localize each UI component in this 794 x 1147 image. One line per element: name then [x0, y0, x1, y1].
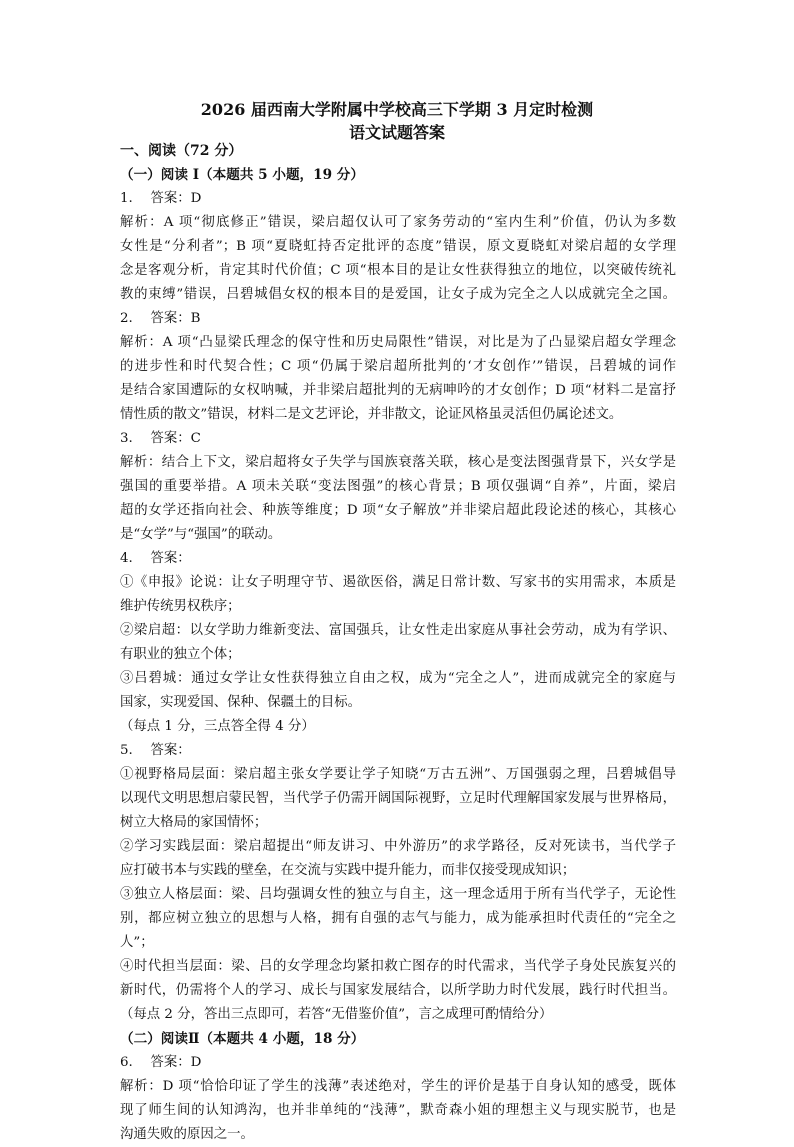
text-line: 新时代，仍需将个人的学习、成长与国家发展结合，以所学助力时代发展，践行时代担当。 — [120, 983, 676, 998]
text-line: 以现代文明思想启蒙民智，当代学子仍需开阔国际视野，立足时代理解国家发展与世界格局， — [120, 791, 676, 806]
page-title: 2026 届西南大学附属中学校高三下学期 3 月定时检测 — [200, 100, 594, 119]
section-heading: （一）阅读 I（本题共 5 小题，19 分） — [120, 167, 364, 183]
text-line: 应打破书本与实践的壁垒，在交流与实践中提升能力，而非仅接受现成知识； — [120, 863, 576, 878]
text-line: 解析：A 项“彻底修正”错误，梁启超仅认可了家务劳动的“室内生利”价值，仍认为多数 — [120, 215, 676, 230]
text-line: 1. 答案：D — [120, 191, 202, 206]
text-line: （每点 1 分，三点答全得 4 分） — [120, 719, 315, 734]
text-line: ①《申报》论说：让女子明理守节、遏欲医俗，满足日常计数、写家书的实用需求，本质是 — [120, 575, 676, 590]
text-line: 沟通失败的原因之一。 — [120, 1127, 254, 1142]
text-line: ③吕碧城：通过女学让女性获得独立自由之权，成为“完全之人”，进而成就完全的家庭与 — [120, 671, 676, 686]
text-line: 解析：结合上下文，梁启超将女子失学与国族衰落关联，核心是变法图强背景下，兴女学是 — [120, 455, 676, 470]
text-line: 别，都应树立独立的思想与人格，拥有自强的志气与能力，成为能承担时代责任的“完全之 — [120, 911, 676, 926]
text-line: 3. 答案：C — [120, 431, 201, 446]
text-line: 有职业的独立个体； — [120, 647, 241, 662]
text-line: 女性是“分利者”；B 项“夏晓虹持否定批评的态度”错误，原文夏晓虹对梁启超的女学理 — [120, 239, 676, 254]
text-line: 国家，实现爱国、保种、保疆土的目标。 — [120, 695, 362, 710]
text-line: 树立大格局的家国情怀； — [120, 815, 268, 830]
text-line: 是结合家国遭际的女权呐喊，并非梁启超批判的无病呻吟的才女创作；D 项“材料二是富抒 — [120, 383, 676, 398]
text-line: ②学习实践层面：梁启超提出“师友讲习、中外游历”的求学路径，反对死读书，当代学子 — [120, 839, 676, 854]
page-subtitle: 语文试题答案 — [348, 123, 445, 142]
text-line: 是“女学”与“强国”的联动。 — [120, 527, 282, 542]
answer-content — [120, 139, 676, 1147]
text-line: ①视野格局层面：梁启超主张女学要让学子知晓“万古五洲”、万国强弱之理，吕碧城倡导 — [120, 767, 676, 782]
text-line: 超的女学还指向社会、种族等维度；D 项“女子解放”并非梁启超此段论述的核心，其核心 — [120, 503, 676, 518]
text-line: ②梁启超：以女学助力维新变法、富国强兵，让女性走出家庭从事社会劳动，成为有学识、 — [120, 623, 676, 638]
text-line: （每点 2 分，答出三点即可，若答“无借鉴价值”，言之成理可酌情给分） — [120, 1007, 553, 1022]
text-line: 解析：A 项“凸显梁氏理念的保守性和历史局限性”错误，对比是为了凸显梁启超女学理念 — [120, 335, 676, 350]
text-line: 人”； — [120, 935, 154, 950]
section-heading: 一、阅读（72 分） — [120, 143, 243, 159]
text-line: 5. 答案： — [120, 743, 191, 758]
text-line: ④时代担当层面：梁、吕的女学理念均紧扣救亡图存的时代需求，当代学子身处民族复兴的 — [120, 959, 676, 974]
text-line: 6. 答案：D — [120, 1055, 202, 1070]
text-line: 的进步性和时代契合性；C 项“仍属于梁启超所批判的‘才女创作’”错误，吕碧城的词作 — [120, 359, 676, 374]
text-line: 维护传统男权秩序； — [120, 599, 241, 614]
text-line: 解析：D 项“恰恰印证了学生的浅薄”表述绝对，学生的评价是基于自身认知的感受，既体 — [120, 1079, 676, 1094]
text-line: 现了师生间的认知鸿沟，也并非单纯的“浅薄”，默奇森小姐的理想主义与现实脱节，也是 — [120, 1103, 676, 1118]
text-line: 教的束缚”错误，吕碧城倡女权的根本目的是爱国，让女子成为完全之人以成就完全之国。 — [120, 287, 676, 302]
section-heading: （二）阅读Ⅱ（本题共 4 小题，18 分） — [120, 1031, 365, 1047]
text-line: 念是客观分析，肯定其时代价值；C 项“根本目的是让女性获得独立的地位，以突破传统礼 — [120, 263, 676, 278]
text-line: 强国的重要举措。A 项未关联“变法图强”的核心背景；B 项仅强调“自养”，片面，梁启 — [120, 479, 676, 494]
text-line: 2. 答案：B — [120, 311, 201, 326]
text-line: 4. 答案： — [120, 551, 191, 566]
text-line: 情性质的散文”错误，材料二是文艺评论，并非散文，论证风格虽灵活但仍属论述文。 — [120, 407, 623, 422]
text-line: ③独立人格层面：梁、吕均强调女性的独立与自主，这一理念适用于所有当代学子，无论性 — [120, 887, 676, 902]
